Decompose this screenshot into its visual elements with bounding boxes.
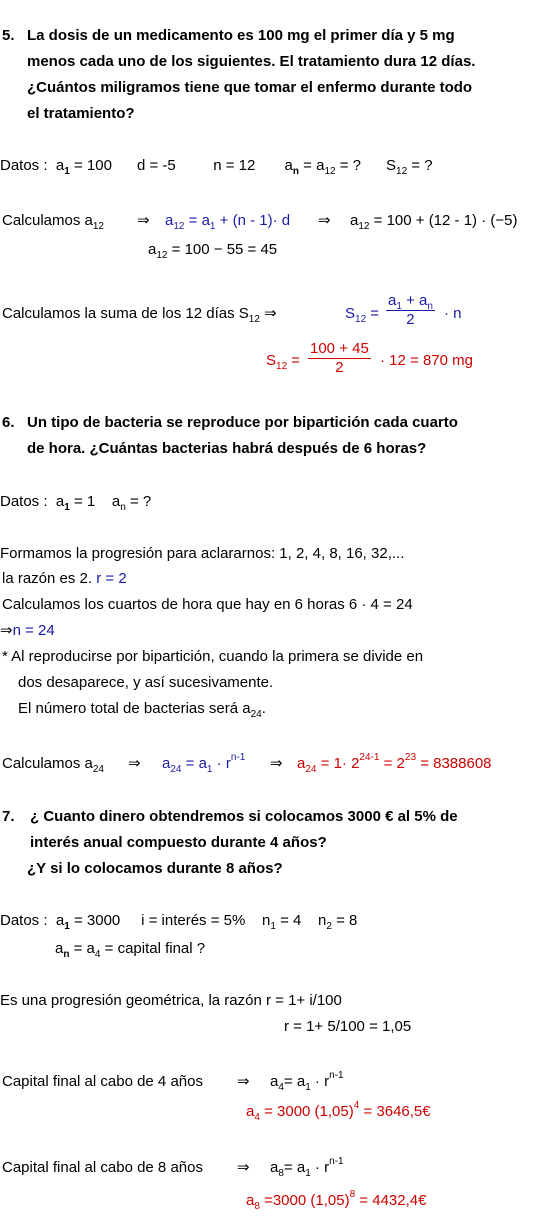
- ex7-capital-4-result: $a_4 = 3000$ $(1,05)^4$ = 3646,5€: [246, 1100, 431, 1123]
- ex5-question-line-1: La dosis de un medicamento es 100 mg el primer día y 5 mg: [27, 27, 455, 44]
- ex6-formula: $a_{24} = a_1 \cdot r^{n-1}$: [162, 752, 246, 775]
- ex6-ratio: la razón es 2. r = 2: [2, 570, 127, 587]
- ex5-sum-fraction: $\frac{a_1 + a_n}{2}$: [388, 292, 433, 328]
- ex5-number: 5.: [2, 27, 15, 44]
- ex6-question-line-2: de hora. ¿Cuántas bacterias habrá después de 6 horas?: [27, 440, 427, 457]
- ex6-number: 6.: [2, 414, 15, 431]
- ex7-capital-8-arrow: ⇒: [237, 1159, 250, 1176]
- ex6-datos: Datos : $a_1 = 1$ $a_n$ = ?: [0, 493, 152, 513]
- ex6-result: $a_{24} = 1\cdot 2^{24-1} = 2^{23} = 8388608$: [297, 752, 492, 775]
- ex7-question-line-3: ¿Y si lo colocamos durante 8 años?: [27, 860, 283, 877]
- ex6-note-3: El número total de bacterias será $a_{24}$.: [18, 700, 266, 720]
- ex5-sum-lhs: $S_{12}$ =: [345, 305, 380, 325]
- ex6-question-line-1: Un tipo de bacteria se reproduce por bipartición cada cuarto: [27, 414, 458, 431]
- ex7-question-line-2: interés anual compuesto durante 4 años?: [30, 834, 327, 851]
- ex6-n24: ⇒n = 24: [0, 622, 55, 639]
- ex5-question-line-2: menos cada uno de los siguientes. El tratamiento dura 12 días.: [27, 53, 476, 70]
- ex6-note-2: dos desaparece, y así sucesivamente.: [18, 674, 274, 691]
- ex7-number: 7.: [2, 808, 15, 825]
- ex7-geometric-ratio: Es una progresión geométrica, la razón r = 1+ i/100: [0, 992, 342, 1009]
- ex5-datos: Datos : $a_1 = 100$ d = -5 n = 12 $a_n = a_{12}$ = ? $S_{12}$ = ?: [0, 157, 433, 177]
- ex5-sum-result-lhs: $S_{12}$ =: [266, 352, 301, 372]
- ex7-capital-8-formula: $a_8= a_1 \cdot r^{n-1}$: [270, 1156, 344, 1179]
- ex6-progression: Formamos la progresión para aclararnos: 1, 2, 4, 8, 16, 32,...: [0, 545, 405, 562]
- ex5-sum-label: Calculamos la suma de los 12 días $S_{12}$ ⇒: [2, 305, 277, 325]
- ex7-capital-4-arrow: ⇒: [237, 1073, 250, 1090]
- ex5-sum-times-n: · n: [444, 305, 462, 322]
- ex6-note-1: * Al reproducirse por bipartición, cuando la primera se divide en: [2, 648, 424, 665]
- ex5-arrow-1: ⇒: [137, 212, 150, 229]
- ex5-substitution: $a_{12} = 100 + (12 - 1) \cdot (-5)$: [350, 212, 518, 232]
- ex5-question-line-4: el tratamiento?: [27, 105, 135, 122]
- ex7-capital-4-formula: $a_4= a_1 \cdot r^{n-1}$: [270, 1070, 344, 1093]
- ex7-datos: Datos : $a_1 = 3000$ i = interés = 5% $n_1 = 4$ $n_2 = 8$: [0, 912, 358, 932]
- ex5-general-formula: $a_{12} = a_1 + (n - 1)\cdot d$: [165, 212, 291, 232]
- ex7-ratio-value: r = 1+ 5/100 = 1,05: [284, 1018, 412, 1035]
- ex5-sum-result: · 12 = 870 mg: [380, 352, 473, 369]
- ex6-calc-label: Calculamos $a_{24}$: [2, 755, 104, 775]
- ex7-an: $a_n = a_4$ = capital final ?: [55, 940, 206, 960]
- ex6-quarters: Calculamos los cuartos de hora que hay en 6 horas 6 · 4 = 24: [2, 596, 413, 613]
- ex6-arrow-2: ⇒: [270, 755, 283, 772]
- ex7-question-line-1: ¿ Cuanto dinero obtendremos si colocamos 3000 € al 5% de: [30, 808, 458, 825]
- ex5-sum-result-fraction: $\frac{100 + 45}{2}$: [310, 340, 369, 376]
- ex7-capital-8-result: $a_8 =3000$ $(1,05)^8$ = 4432,4€: [246, 1189, 427, 1212]
- ex5-a12-result: $a_{12} = 100 - 55 = 45$: [148, 241, 278, 261]
- ex6-arrow-1: ⇒: [128, 755, 141, 772]
- ex5-question-line-3: ¿Cuántos miligramos tiene que tomar el enfermo durante todo: [27, 79, 473, 96]
- ex5-arrow-2: ⇒: [318, 212, 331, 229]
- ex7-capital-4-label: Capital final al cabo de 4 años: [2, 1073, 203, 1090]
- ex7-capital-8-label: Capital final al cabo de 8 años: [2, 1159, 203, 1176]
- ex5-calc-a12: Calculamos $a_{12}$: [2, 212, 104, 232]
